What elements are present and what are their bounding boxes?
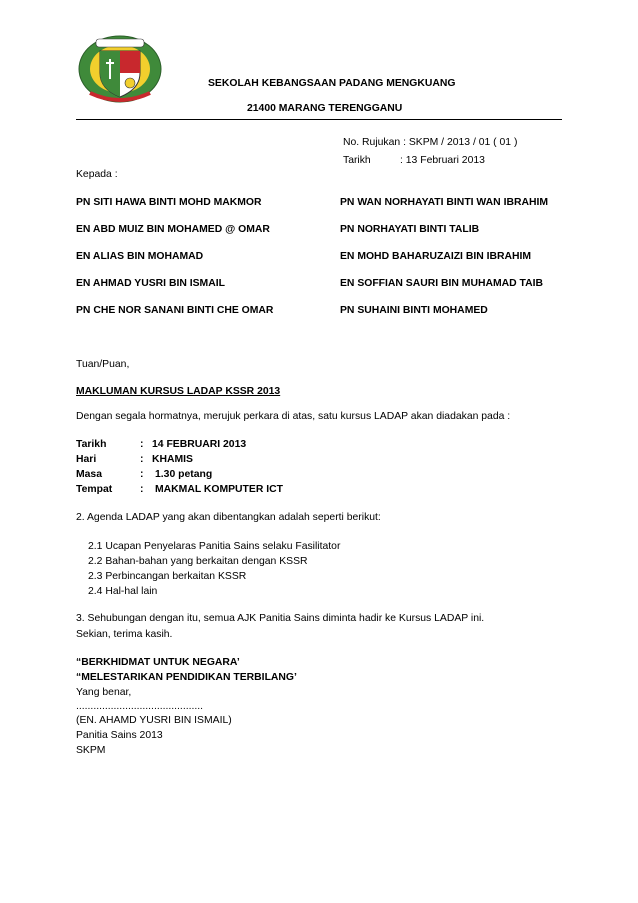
- header-rule: [76, 119, 562, 120]
- agenda-item: 2.2 Bahan-bahan yang berkaitan dengan KSSR: [88, 556, 308, 567]
- detail-separator: :: [140, 439, 144, 450]
- motto-line-2: “MELESTARIKAN PENDIDIKAN TERBILANG’: [76, 672, 297, 683]
- recipient-left: PN SITI HAWA BINTI MOHD MAKMOR: [76, 197, 262, 208]
- salutation: Tuan/Puan,: [76, 359, 130, 370]
- subject-line: MAKLUMAN KURSUS LADAP KSSR 2013: [76, 386, 281, 397]
- yours-truly: Yang benar,: [76, 687, 132, 698]
- detail-value: KHAMIS: [152, 454, 193, 465]
- signer-position: Panitia Sains 2013: [76, 730, 163, 741]
- detail-label: Masa: [76, 469, 102, 480]
- detail-separator: :: [140, 469, 144, 480]
- closing-paragraph: 3. Sehubungan dengan itu, semua AJK Panitia Sains diminta hadir ke Kursus LADAP ini.: [76, 613, 485, 624]
- date-value: : 13 Februari 2013: [400, 155, 485, 166]
- signature-line: ............................................: [76, 701, 204, 712]
- agenda-item: 2.4 Hal-hal lain: [88, 586, 158, 597]
- reference-number: No. Rujukan : SKPM / 2013 / 01 ( 01 ): [343, 137, 518, 148]
- detail-label: Tempat: [76, 484, 113, 495]
- detail-separator: :: [140, 454, 144, 465]
- recipients-label: Kepada :: [76, 169, 118, 180]
- recipient-left: PN CHE NOR SANANI BINTI CHE OMAR: [76, 305, 274, 316]
- detail-value: MAKMAL KOMPUTER ICT: [155, 484, 283, 495]
- agenda-item: 2.3 Perbincangan berkaitan KSSR: [88, 571, 247, 582]
- agenda-intro: 2. Agenda LADAP yang akan dibentangkan adalah seperti berikut:: [76, 512, 381, 523]
- detail-label: Hari: [76, 454, 97, 465]
- recipient-right: EN SOFFIAN SAURI BIN MUHAMAD TAIB: [340, 278, 543, 289]
- intro-paragraph: Dengan segala hormatnya, merujuk perkara di atas, satu kursus LADAP akan diadakan pada :: [76, 411, 511, 422]
- school-address: 21400 MARANG TERENGGANU: [247, 103, 403, 114]
- detail-label: Tarikh: [76, 439, 107, 450]
- motto-line-1: “BERKHIDMAT UNTUK NEGARA’: [76, 657, 240, 668]
- recipient-left: EN ALIAS BIN MOHAMAD: [76, 251, 204, 262]
- thanks-line: Sekian, terima kasih.: [76, 629, 173, 640]
- recipient-left: EN AHMAD YUSRI BIN ISMAIL: [76, 278, 225, 289]
- recipient-right: EN MOHD BAHARUZAIZI BIN IBRAHIM: [340, 251, 532, 262]
- recipient-right: PN SUHAINI BINTI MOHAMED: [340, 305, 488, 316]
- agenda-item: 2.1 Ucapan Penyelaras Panitia Sains selaku Fasilitator: [88, 541, 341, 552]
- recipient-right: PN WAN NORHAYATI BINTI WAN IBRAHIM: [340, 197, 549, 208]
- signer-organisation: SKPM: [76, 745, 106, 756]
- detail-value: 1.30 petang: [155, 469, 213, 480]
- recipient-right: PN NORHAYATI BINTI TALIB: [340, 224, 480, 235]
- detail-separator: :: [140, 484, 144, 495]
- signer-name: (EN. AHAMD YUSRI BIN ISMAIL): [76, 715, 232, 726]
- detail-value: 14 FEBRUARI 2013: [152, 439, 247, 450]
- school-crest-logo: [76, 33, 164, 105]
- school-name: SEKOLAH KEBANGSAAN PADANG MENGKUANG: [208, 78, 456, 89]
- date-label: Tarikh: [343, 155, 371, 166]
- recipient-left: EN ABD MUIZ BIN MOHAMED @ OMAR: [76, 224, 270, 235]
